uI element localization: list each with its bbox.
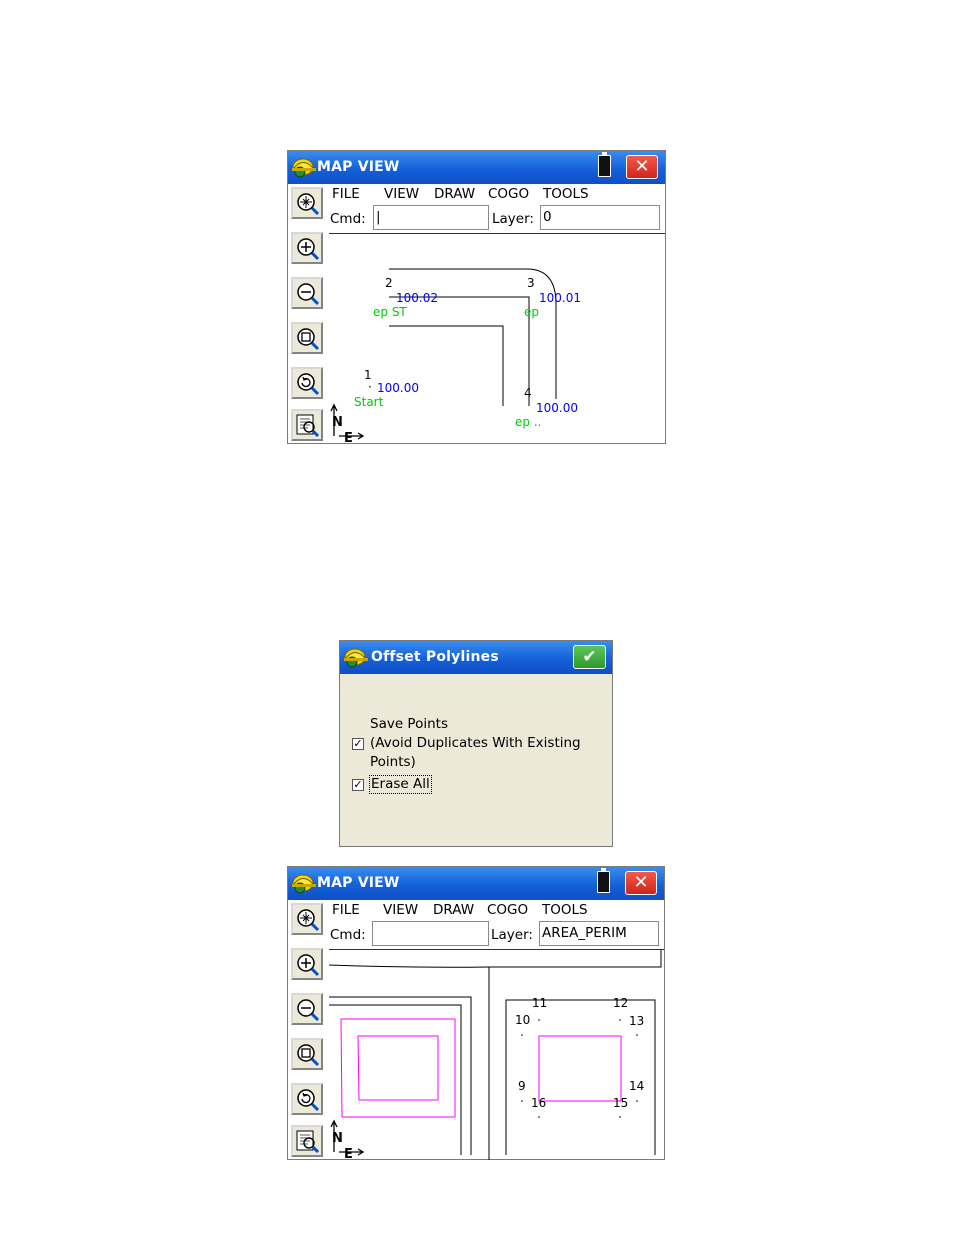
menu-cogo[interactable]: COGO bbox=[487, 902, 529, 918]
dialog-title-bar bbox=[340, 641, 612, 674]
menu-file[interactable]: FILE bbox=[332, 902, 360, 918]
point-number: 4 bbox=[524, 386, 532, 400]
menu-tools[interactable]: TOOLS bbox=[543, 186, 589, 202]
window-title: MAP VIEW bbox=[317, 159, 400, 175]
save-points-checkbox[interactable]: ✓ bbox=[353, 737, 363, 750]
boundary-line bbox=[329, 1005, 461, 1155]
zoom-out-icon bbox=[295, 997, 321, 1023]
battery-icon bbox=[598, 155, 611, 177]
cmd-label: Cmd: bbox=[330, 211, 366, 227]
point-number: 12 bbox=[613, 996, 629, 1010]
layer-label: Layer: bbox=[491, 927, 533, 943]
menu-view[interactable]: VIEW bbox=[384, 186, 420, 202]
zoom-options-icon bbox=[295, 413, 321, 439]
close-icon: ✕ bbox=[633, 872, 649, 893]
menu-view[interactable]: VIEW bbox=[383, 902, 419, 918]
point-number: 15 bbox=[613, 1096, 629, 1110]
layer-label: Layer: bbox=[492, 211, 534, 227]
zoom-out-button[interactable] bbox=[291, 277, 323, 309]
layer-input[interactable]: 0 bbox=[540, 205, 660, 230]
north-east-arrow-icon bbox=[331, 405, 363, 444]
point-description: Start bbox=[354, 395, 384, 409]
zoom-window-button[interactable] bbox=[291, 1038, 323, 1070]
menu-bar bbox=[329, 900, 664, 919]
window-title: MAP VIEW bbox=[317, 875, 400, 891]
zoom-window-icon bbox=[295, 326, 321, 352]
zoom-out-icon bbox=[295, 281, 321, 307]
menu-draw[interactable]: DRAW bbox=[433, 902, 475, 918]
point-number: 1 bbox=[364, 368, 372, 382]
area-perimeter-inner bbox=[358, 1036, 438, 1100]
zoom-window-button[interactable] bbox=[291, 322, 323, 354]
zoom-extents-icon bbox=[295, 907, 321, 933]
point-number: 2 bbox=[385, 276, 393, 290]
erase-all-checkbox[interactable]: ✓ bbox=[353, 778, 363, 791]
cmd-input[interactable] bbox=[372, 921, 489, 946]
zoom-extents-button[interactable] bbox=[291, 187, 323, 219]
svg-text:N: N bbox=[332, 1131, 343, 1146]
zoom-in-icon bbox=[295, 952, 321, 978]
title-bar bbox=[288, 867, 664, 900]
checkmark-icon: ✔ bbox=[582, 647, 597, 667]
close-button[interactable] bbox=[626, 155, 658, 179]
svg-text:N: N bbox=[332, 415, 343, 430]
zoom-window-icon bbox=[295, 1042, 321, 1068]
boundary-line bbox=[329, 997, 471, 1155]
zoom-extents-icon bbox=[295, 191, 321, 217]
point-number: 11 bbox=[532, 996, 548, 1010]
point-number: 10 bbox=[515, 1013, 531, 1027]
zoom-previous-icon bbox=[295, 1087, 321, 1113]
point-number: 9 bbox=[518, 1079, 526, 1093]
zoom-options-icon bbox=[295, 1129, 321, 1155]
save-points-label-line2: (Avoid Duplicates With Existing bbox=[370, 735, 581, 751]
close-button[interactable] bbox=[625, 871, 657, 895]
map-canvas[interactable] bbox=[329, 234, 665, 443]
offset-polylines-dialog bbox=[339, 640, 613, 847]
north-east-arrow-icon bbox=[331, 1121, 363, 1160]
zoom-options-button[interactable] bbox=[291, 1125, 323, 1157]
zoom-extents-button[interactable] bbox=[291, 903, 323, 935]
hardhat-globe-icon bbox=[291, 155, 317, 179]
save-points-label-line3: Points) bbox=[370, 754, 416, 770]
hardhat-globe-icon bbox=[343, 645, 369, 669]
zoom-in-icon bbox=[295, 236, 321, 262]
menu-file[interactable]: FILE bbox=[332, 186, 360, 202]
area-perimeter-right bbox=[539, 1036, 621, 1101]
point-number: 13 bbox=[629, 1014, 645, 1028]
close-icon: ✕ bbox=[634, 156, 650, 177]
point-description: ep ST bbox=[373, 305, 407, 319]
cmd-input[interactable]: | bbox=[373, 205, 489, 230]
point-number: 16 bbox=[531, 1096, 547, 1110]
cmd-label: Cmd: bbox=[330, 927, 366, 943]
command-row bbox=[329, 919, 664, 949]
zoom-previous-icon bbox=[295, 371, 321, 397]
menu-bar bbox=[329, 184, 665, 203]
map-view-window-2 bbox=[287, 866, 665, 1160]
battery-icon bbox=[597, 871, 610, 893]
save-points-label-line1: Save Points bbox=[370, 716, 448, 732]
point-elevation: 100.00 bbox=[377, 381, 419, 395]
menu-tools[interactable]: TOOLS bbox=[542, 902, 588, 918]
zoom-out-button[interactable] bbox=[291, 993, 323, 1025]
erase-all-label[interactable]: Erase All bbox=[371, 776, 430, 792]
ok-button[interactable] bbox=[573, 645, 606, 669]
zoom-options-button[interactable] bbox=[291, 409, 323, 441]
dialog-title: Offset Polylines bbox=[371, 649, 499, 665]
zoom-previous-button[interactable] bbox=[291, 367, 323, 399]
point-number: 14 bbox=[629, 1079, 645, 1093]
tool-column bbox=[288, 900, 328, 1159]
title-bar bbox=[288, 151, 665, 184]
zoom-in-button[interactable] bbox=[291, 948, 323, 980]
map-view-window-1 bbox=[287, 150, 666, 444]
map-canvas[interactable] bbox=[329, 950, 664, 1159]
svg-text:E: E bbox=[344, 431, 353, 444]
command-row bbox=[329, 203, 665, 233]
zoom-in-button[interactable] bbox=[291, 232, 323, 264]
point-description: ep .. bbox=[515, 415, 542, 429]
point-dot: · bbox=[368, 380, 372, 394]
point-description: ep bbox=[524, 305, 539, 319]
svg-text:E: E bbox=[344, 1147, 353, 1160]
point-elevation: 100.02 bbox=[396, 291, 438, 305]
menu-cogo[interactable]: COGO bbox=[488, 186, 530, 202]
layer-input[interactable]: AREA_PERIM bbox=[539, 921, 659, 946]
zoom-previous-button[interactable] bbox=[291, 1083, 323, 1115]
menu-draw[interactable]: DRAW bbox=[434, 186, 476, 202]
point-elevation: 100.00 bbox=[536, 401, 578, 415]
point-elevation: 100.01 bbox=[539, 291, 581, 305]
hardhat-globe-icon bbox=[291, 871, 317, 895]
tool-column bbox=[288, 184, 328, 443]
point-number: 3 bbox=[527, 276, 535, 290]
boundary-line bbox=[329, 950, 661, 967]
